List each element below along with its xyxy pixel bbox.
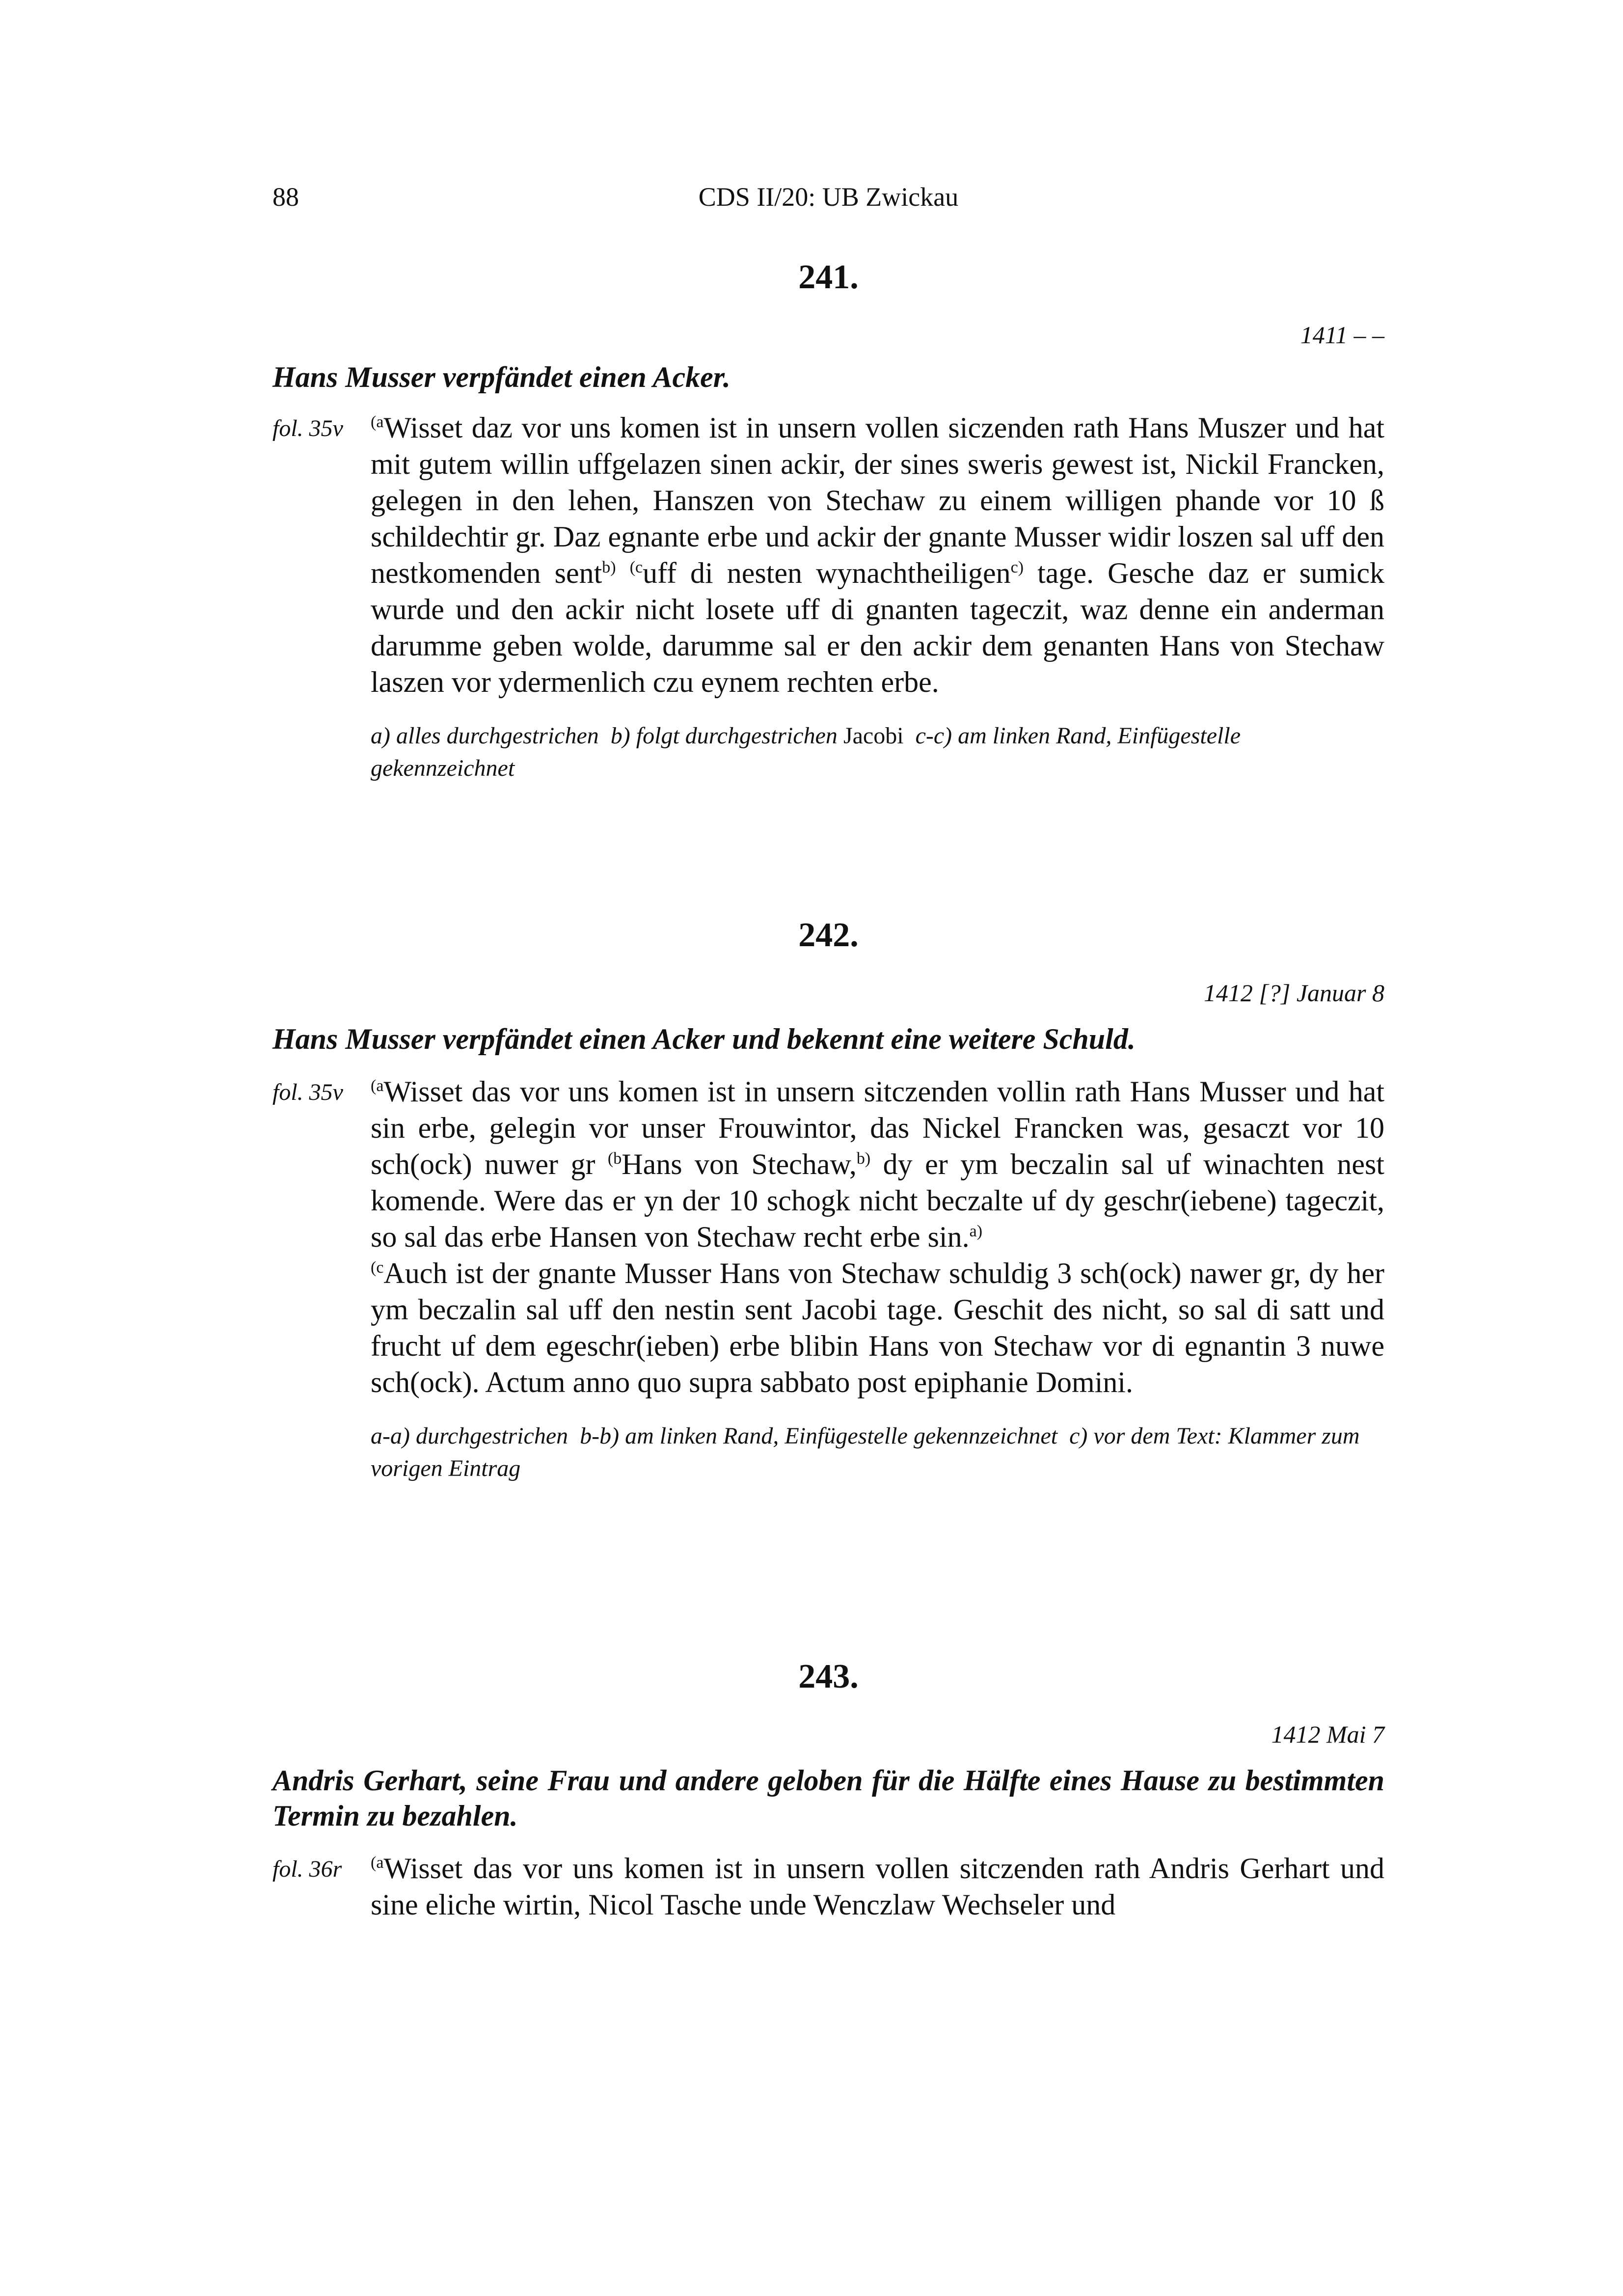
folio-reference: fol. 35v	[272, 415, 343, 441]
entry-body-text: $^{(a}$Wisset das vor uns komen ist in unsern vollen sitczenden rath Andris Gerhart und sine eliche wirtin, Nicol Tasche unde Wenczlaw Wechseler und	[371, 1852, 1384, 1921]
entry-date: 1412 [?] Januar 8	[1203, 979, 1384, 1007]
entry-body-block	[272, 1073, 1384, 1400]
entry-date: 1411 – –	[1300, 321, 1384, 349]
running-title: CDS II/20: UB Zwickau	[698, 182, 959, 212]
entry-242	[272, 913, 1384, 1485]
critical-apparatus: a-a) durchgestrichen b-b) am linken Rand, Einfügestelle gekennzeichnet c) vor dem Text: Klammer zum vorigen Eintrag	[371, 1423, 1360, 1481]
entry-number: 243.	[798, 1658, 859, 1695]
critical-apparatus: a) alles durchgestrichen b) folgt durchgestrichen Jacobi c-c) am linken Rand, Einfügestelle gekennzeichnet	[371, 723, 1241, 781]
entry-date: 1412 Mai 7	[1271, 1721, 1384, 1748]
folio-reference: fol. 36r	[272, 1856, 342, 1882]
entry-heading: Hans Musser verpfändet einen Acker und bekennt eine weitere Schuld.	[272, 1023, 1136, 1055]
entry-body-text: $^{(a}$Wisset daz vor uns komen ist in unsern vollen siczenden rath Hans Muszer und hat mit gutem willin uffgelazen sinen ackir, der sines sweris gewest ist, Nickil Francken, gelegen in den lehen, Hanszen von Stechaw zu einem willigen phande vor 10 ß schildechtir gr. Daz egnante erbe und ackir der gnante Musser widir loszen sal uff den nestkomenden sent$^{b)}$ $^{(c}$uff di nesten wynachtheiligen$^{c)}$ tage. Gesche daz er sumick wurde und den ackir nicht losete uff di gnanten tageczit, waz denne ein anderman darumme geben wolde, darumme sal er den ackir dem genanten Hans von Stechaw laszen vor ydermenlich czu eynem rechten erbe.	[371, 411, 1385, 698]
entry-body-text: $^{(a}$Wisset das vor uns komen ist in unsern sitczenden vollin rath Hans Musser und hat sin erbe, gelegin vor unser Frouwintor, das Nickel Francken was, gesaczt vor 10 sch(ock) nuwer gr $^{(b}$Hans von Stechaw,$^{b)}$ dy er ym beczalin sal uf winachten nest komende. Were das er yn der 10 schogk nicht beczalte uf dy geschr(iebene) tageczit, so sal das erbe Hansen von Stechaw recht erbe sin.$^{a)}$ $^{(c}$Auch ist der gnante Musser Hans von Stechaw schuldig 3 sch(ock) nawer gr, dy her ym beczalin sal uff den nestin sent Jacobi tage. Geschit des nicht, so sal di satt und frucht uf dem egeschr(ieben) erbe blibin Hans von Stechaw vor di egnantin 3 nuwe sch(ock). Actum anno quo supra sabbato post epiphanie Domini.	[371, 1075, 1384, 1398]
entry-heading: Andris Gerhart, seine Frau und andere geloben für die Hälfte eines Hause zu bestimmten Termin zu bezahlen.	[272, 1764, 1384, 1832]
entry-241	[272, 255, 1384, 785]
entry-number: 242.	[798, 916, 859, 954]
entry-heading: Hans Musser verpfändet einen Acker.	[272, 361, 730, 393]
entry-body-block	[272, 410, 1384, 700]
entry-body-block	[272, 1850, 1384, 1923]
entry-243	[272, 1655, 1384, 1923]
folio-reference: fol. 35v	[272, 1079, 343, 1105]
entry-number: 241.	[798, 258, 859, 296]
running-head	[272, 180, 1384, 214]
page-number: 88	[272, 182, 299, 212]
